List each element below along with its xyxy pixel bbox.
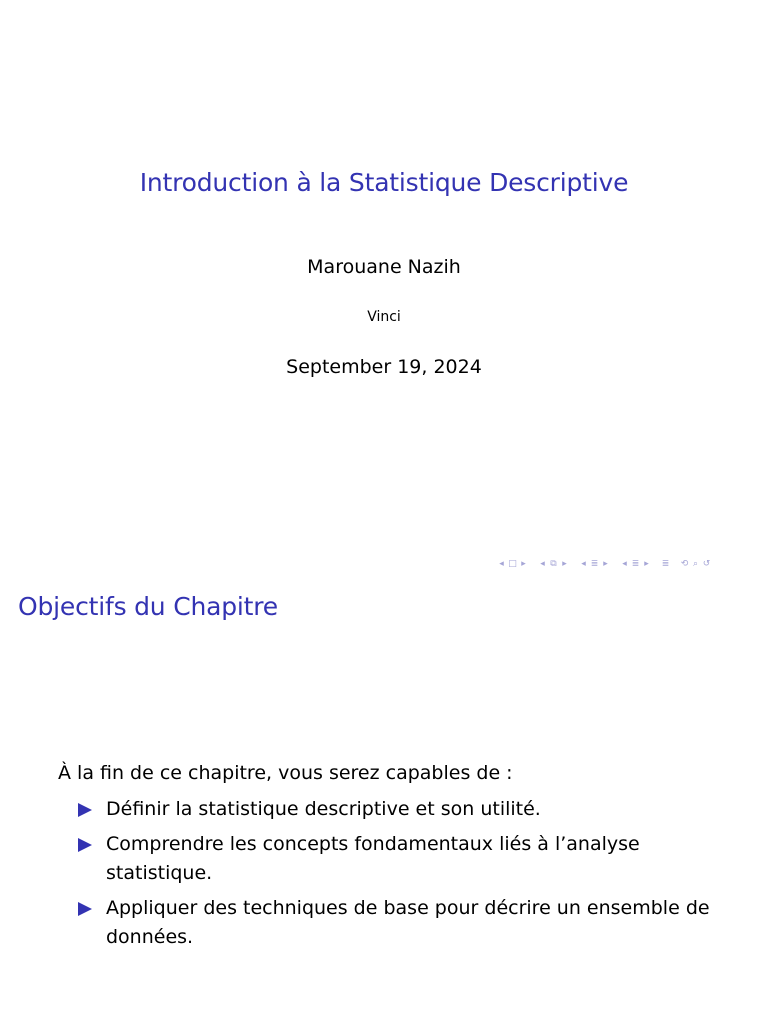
section-icon[interactable]: ≣ [590, 559, 599, 569]
objectives-list [78, 795, 738, 958]
list-item [78, 830, 738, 888]
objectives-intro: À la fin de ce chapitre, vous serez capables de : [58, 762, 513, 784]
bullet-triangle-icon [78, 803, 92, 817]
prev-subsection-icon[interactable]: ◂ [622, 559, 627, 569]
next-subframe-icon[interactable]: ▸ [562, 559, 567, 569]
list-item [78, 795, 738, 824]
list-item-text: Définir la statistique descriptive et son utilité. [106, 798, 541, 820]
bullet-triangle-icon [78, 838, 92, 852]
list-item-text: Comprendre les concepts fondamentaux liés à l’analyse statistique. [106, 833, 640, 884]
prev-subframe-icon[interactable]: ◂ [540, 559, 545, 569]
subsection-icon[interactable]: ≣ [631, 559, 640, 569]
search-icon[interactable]: ⟲ [680, 559, 689, 569]
list-item-text: Appliquer des techniques de base pour décrire un ensemble de données. [106, 897, 710, 948]
institute-name: Vinci [367, 309, 401, 325]
frame-icon[interactable]: □ [508, 559, 517, 569]
prev-section-icon[interactable]: ◂ [581, 559, 586, 569]
frame-title: Objectifs du Chapitre [18, 592, 278, 621]
document-icon[interactable]: ≣ [661, 559, 670, 569]
presentation-date: September 19, 2024 [286, 356, 482, 378]
prev-frame-icon[interactable]: ◂ [499, 559, 504, 569]
next-section-icon[interactable]: ▸ [603, 559, 608, 569]
back-icon[interactable]: ↺ [702, 559, 711, 569]
zoom-icon[interactable]: ⌕ [692, 559, 699, 569]
next-frame-icon[interactable]: ▸ [521, 559, 526, 569]
presentation-title: Introduction à la Statistique Descriptive [139, 168, 629, 197]
subframe-icon[interactable]: ⧉ [550, 559, 557, 569]
author-name: Marouane Nazih [307, 256, 461, 278]
objectives-slide [0, 576, 768, 1024]
beamer-navigation [496, 556, 762, 572]
bullet-triangle-icon [78, 902, 92, 916]
list-item [78, 894, 738, 952]
next-subsection-icon[interactable]: ▸ [644, 559, 649, 569]
